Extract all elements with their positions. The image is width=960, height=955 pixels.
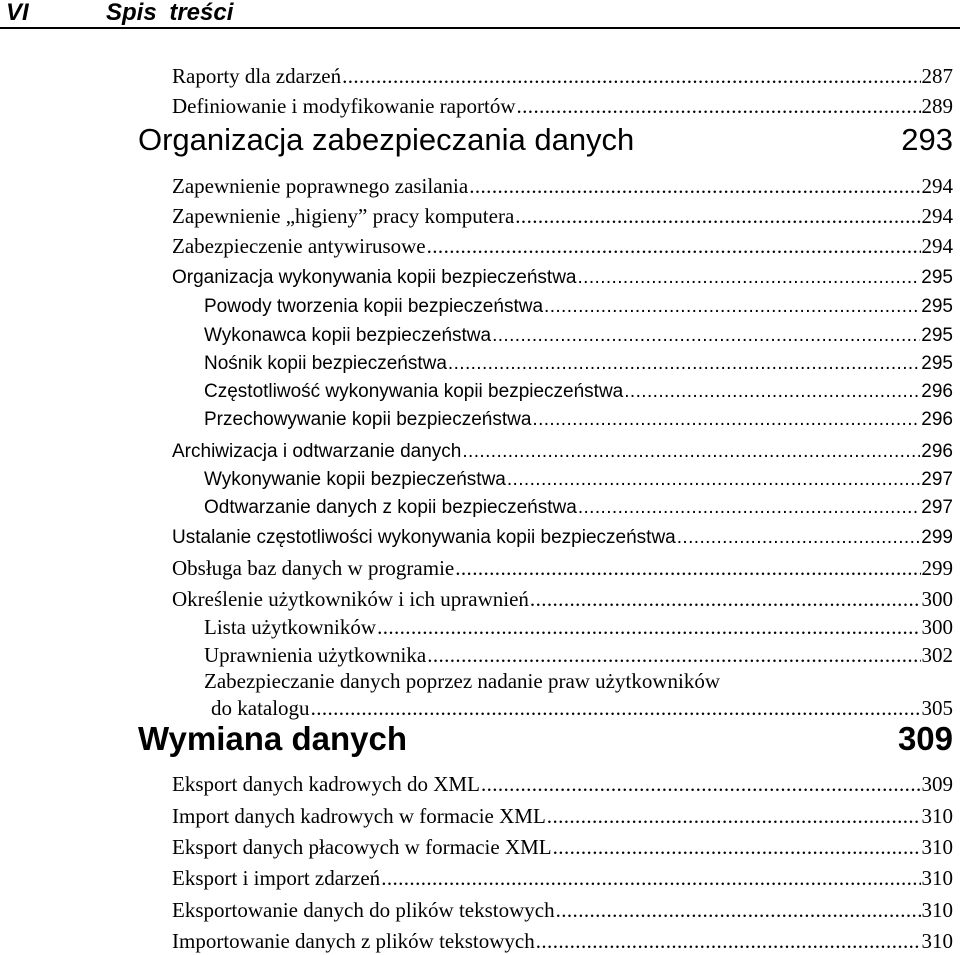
toc-entry-page: 296 (921, 441, 953, 462)
toc-leader-dots (556, 896, 921, 924)
toc-entry-page: 294 (921, 234, 953, 258)
toc-entry-label: Zapewnienie poprawnego zasilania (172, 174, 469, 198)
chapter-title: Wymiana danych (138, 720, 407, 757)
toc-entry-page: 294 (921, 174, 953, 198)
toc-entry-page: 296 (921, 409, 953, 430)
toc-leader-dots (427, 232, 921, 260)
toc-entry[interactable] (204, 494, 953, 522)
toc-entry-label: Przechowywanie kopii bezpieczeństwa (204, 409, 532, 430)
toc-entry-page: 305 (921, 696, 953, 720)
toc-entry-page: 297 (921, 497, 953, 518)
toc-entry[interactable] (204, 466, 953, 494)
toc-entry-page: 310 (921, 898, 953, 922)
chapter-heading[interactable] (138, 122, 953, 158)
toc-entry[interactable] (172, 896, 953, 924)
toc-entry[interactable] (172, 554, 953, 582)
toc-entry[interactable] (172, 802, 953, 830)
toc-leader-dots (427, 641, 920, 669)
toc-leader-dots (507, 466, 920, 494)
toc-entry-page: 295 (921, 353, 953, 374)
toc-entry-label: Nośnik kopii bezpieczeństwa (204, 353, 447, 374)
toc-entry-page: 295 (921, 296, 953, 317)
toc-entry-page: 289 (921, 94, 953, 118)
chapter-page: 293 (901, 122, 953, 157)
toc-entry-wrapped[interactable] (204, 667, 720, 695)
toc-entry-label: Importowanie danych z plików tekstowych (172, 929, 535, 953)
toc-entry[interactable] (172, 438, 953, 466)
page-header (0, 0, 960, 32)
toc-entry-page: 294 (921, 204, 953, 228)
toc-leader-dots (448, 350, 920, 378)
toc-entry-label: Import danych kadrowych w formacie XML (172, 804, 546, 828)
toc-entry-page: 310 (921, 835, 953, 859)
toc-entry-page: 296 (921, 381, 953, 402)
toc-entry-label: Zabezpieczenie antywirusowe (172, 234, 426, 258)
header-rule (0, 27, 960, 29)
toc-leader-dots (342, 62, 920, 90)
toc-entry-label: Definiowanie i modyfikowanie raportów (172, 94, 516, 118)
toc-leader-dots (517, 92, 921, 120)
toc-entry-label: Wykonywanie kopii bezpieczeństwa (204, 469, 506, 490)
chapter-heading[interactable] (138, 721, 953, 757)
toc-entry-label: do katalogu (211, 696, 310, 720)
toc-entry-page: 302 (921, 643, 953, 667)
toc-entry[interactable] (204, 350, 953, 378)
toc-leader-dots (530, 585, 921, 613)
toc-entry[interactable] (172, 202, 953, 230)
chapter-title: Organizacja zabezpieczania danych (138, 122, 635, 157)
toc-leader-dots (455, 554, 920, 582)
toc-entry-page: 299 (921, 556, 953, 580)
toc-entry-label: Eksportowanie danych do plików tekstowych (172, 898, 555, 922)
toc-entry[interactable] (204, 613, 953, 641)
toc-leader-dots (481, 770, 921, 798)
toc-entry[interactable] (172, 232, 953, 260)
toc-entry-page: 310 (921, 929, 953, 953)
page-title: Spis treści (106, 0, 234, 26)
toc-entry-label: Określenie użytkowników i ich uprawnień (172, 587, 529, 611)
toc-leader-dots (577, 264, 920, 292)
toc-entry[interactable] (172, 172, 953, 200)
toc-entry[interactable] (172, 770, 953, 798)
toc-leader-dots (469, 172, 920, 200)
toc-leader-dots (544, 293, 920, 321)
toc-entry[interactable] (204, 322, 953, 350)
toc-leader-dots (377, 613, 920, 641)
toc-entry[interactable] (172, 264, 953, 292)
toc-entry[interactable] (172, 585, 953, 613)
toc-entry-label: Eksport danych kadrowych do XML (172, 772, 480, 796)
toc-leader-dots (677, 524, 921, 552)
chapter-number: VI (6, 0, 29, 26)
toc-entry-page: 297 (921, 469, 953, 490)
toc-entry-label: Eksport danych płacowych w formacie XML (172, 835, 552, 859)
toc-leader-dots (547, 802, 921, 830)
toc-entry[interactable] (172, 864, 953, 892)
toc-entry[interactable] (204, 293, 953, 321)
toc-entry-label: Raporty dla zdarzeń (172, 64, 342, 88)
toc-leader-dots (536, 927, 921, 955)
toc-entry-label: Obsługa baz danych w programie (172, 556, 455, 580)
toc-leader-dots (462, 438, 920, 466)
toc-entry-label: Eksport i import zdarzeń (172, 866, 381, 890)
toc-entry-label: Zabezpieczanie danych poprzez nadanie praw użytkowników (204, 669, 721, 693)
toc-entry-label: Uprawnienia użytkownika (204, 643, 427, 667)
toc-leader-dots (532, 406, 920, 434)
toc-entry[interactable] (172, 92, 953, 120)
toc-entry-label: Ustalanie częstotliwości wykonywania kopii bezpieczeństwa (172, 527, 676, 548)
toc-entry-page: 310 (921, 804, 953, 828)
toc-entry[interactable] (172, 62, 953, 90)
toc-entry-page: 295 (921, 325, 953, 346)
toc-leader-dots (492, 322, 920, 350)
toc-entry[interactable] (204, 378, 953, 406)
toc-leader-dots (515, 202, 920, 230)
toc-entry-label: Powody tworzenia kopii bezpieczeństwa (204, 296, 544, 317)
toc-entry-page: 310 (921, 866, 953, 890)
chapter-page: 309 (897, 720, 953, 757)
toc-entry-page: 309 (921, 772, 953, 796)
toc-entry[interactable] (172, 833, 953, 861)
toc-entry-label: Zapewnienie „higieny” pracy komputera (172, 204, 515, 228)
toc-leader-dots (624, 378, 920, 406)
toc-entry-label: Lista użytkowników (204, 615, 377, 639)
toc-entry-label: Wykonawca kopii bezpieczeństwa (204, 325, 492, 346)
toc-entry-page: 295 (921, 267, 953, 288)
toc-leader-dots (578, 494, 920, 522)
toc-leader-dots (553, 833, 921, 861)
toc-entry-page: 300 (921, 587, 953, 611)
toc-entry[interactable] (211, 694, 953, 722)
toc-entry-label: Odtwarzanie danych z kopii bezpieczeństwa (204, 497, 577, 518)
toc-entry-page: 299 (921, 527, 953, 548)
toc-entry[interactable] (204, 641, 953, 669)
toc-leader-dots (381, 864, 920, 892)
toc-entry-label: Organizacja wykonywania kopii bezpieczeństwa (172, 267, 577, 288)
toc-entry-page: 287 (921, 64, 953, 88)
toc-leader-dots (311, 694, 921, 722)
toc-entry-page: 300 (921, 615, 953, 639)
toc-entry[interactable] (172, 927, 953, 955)
toc-entry-label: Archiwizacja i odtwarzanie danych (172, 441, 462, 462)
toc-entry-label: Częstotliwość wykonywania kopii bezpieczeństwa (204, 381, 624, 402)
toc-entry[interactable] (204, 406, 953, 434)
toc-entry[interactable] (172, 524, 953, 552)
